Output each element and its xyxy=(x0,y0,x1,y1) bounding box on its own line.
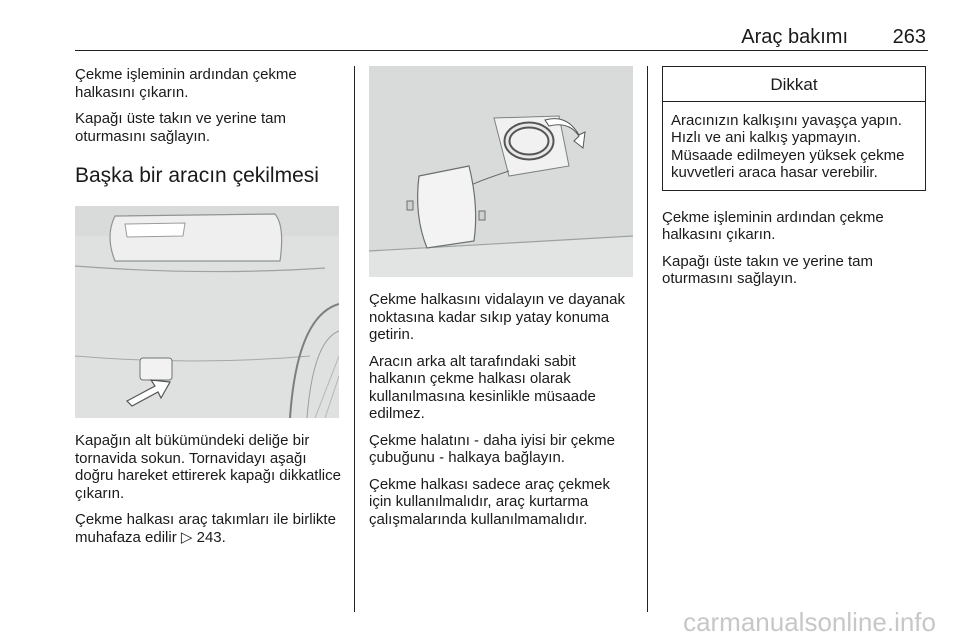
column-divider-1 xyxy=(354,66,355,612)
paragraph: Kapağı üste takın ve yerine tam oturmasını sağlayın. xyxy=(75,110,286,145)
column-1 xyxy=(75,66,343,555)
chapter-title: Araç bakımı xyxy=(741,26,848,48)
warning-text: Aracınızın kalkışını yavaşça yapın. Hızlı ve ani kalkış yapmayın. Müsaade edilmeyen yüksek çekme kuvvetleri araca hasar verebilir. xyxy=(671,111,905,181)
tow-hook-illustration xyxy=(369,66,633,277)
paragraph: Kapağı üste takın ve yerine tam oturmasını sağlayın. xyxy=(662,252,873,287)
paragraph: Çekme halatını - daha iyisi bir çekme çubuğunu - halkaya bağlayın. xyxy=(369,431,615,466)
rear-bumper-illustration xyxy=(75,206,339,418)
column-divider-2 xyxy=(647,66,648,612)
page-reference-icon: ▷ xyxy=(180,528,193,546)
page-number: 263 xyxy=(892,26,926,48)
section-heading: Başka bir aracın çekilmesi xyxy=(75,164,319,187)
column-2 xyxy=(369,66,633,537)
column-3 xyxy=(662,66,926,297)
paragraph: Çekme halkası sadece araç çekmek için kullanılmalıdır, araç kurtarma çalışmalarında kullanılmamalıdır. xyxy=(369,475,610,528)
page-header xyxy=(75,26,928,51)
paragraph-text: Çekme halkası araç takımları ile birlikte muhafaza edilir xyxy=(75,511,336,546)
paragraph: Çekme işleminin ardından çekme halkasını çıkarın. xyxy=(662,208,884,243)
warning-box xyxy=(662,66,926,191)
paragraph: Aracın arka alt tarafındaki sabit halkanın çekme halkası olarak kullanılmasına kesinlikle müsaade edilmez. xyxy=(369,352,596,422)
paragraph: Çekme halkasını vidalayın ve dayanak noktasına kadar sıkıp yatay konuma getirin. xyxy=(369,291,625,343)
page-reference[interactable]: 243. xyxy=(196,528,226,546)
warning-title: Dikkat xyxy=(663,67,925,102)
paragraph: Çekme işleminin ardından çekme halkasını çıkarın. xyxy=(75,66,297,101)
paragraph: Kapağın alt bükümündeki deliğe bir tornavida sokun. Tornavidayı aşağı doğru hareket ettirerek kapağı dikkatlice çıkarın. xyxy=(75,432,341,502)
watermark: carmanualsonline.info xyxy=(683,607,936,637)
paragraph xyxy=(75,511,343,546)
